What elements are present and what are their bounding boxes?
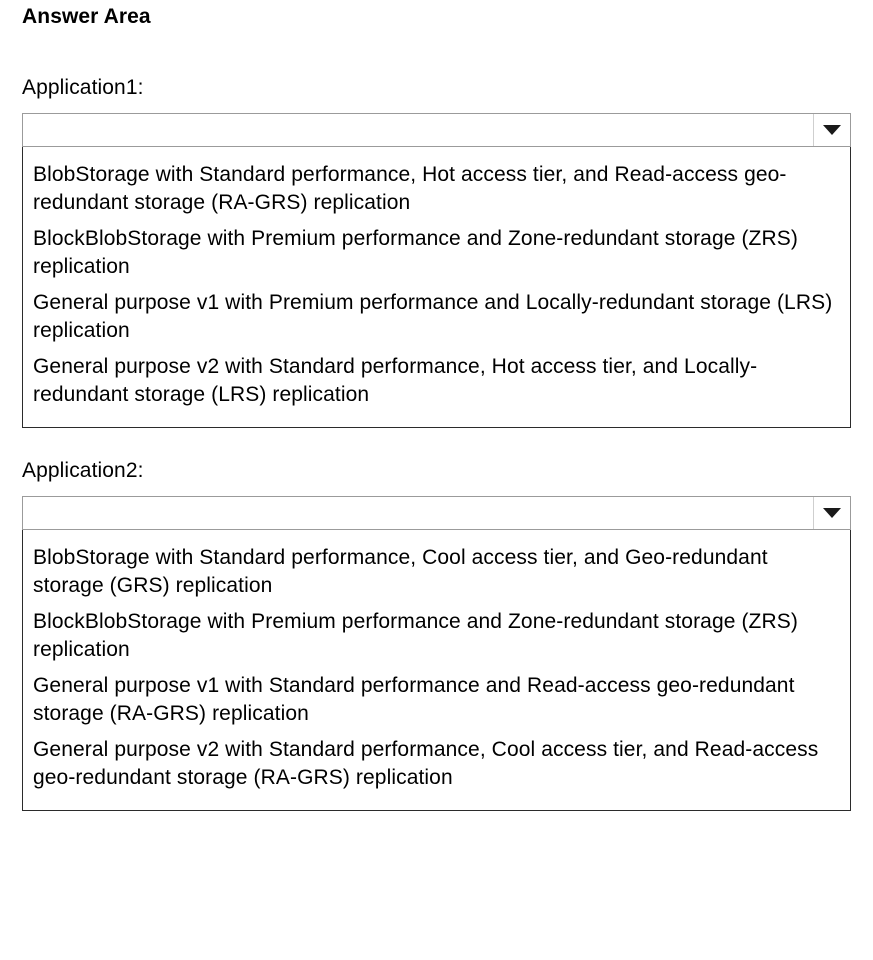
dropdown-application2-options[interactable] bbox=[22, 530, 851, 811]
list-item[interactable]: BlobStorage with Standard performance, Cool access tier, and Geo-redundant storage (GRS) replication bbox=[33, 546, 768, 597]
list-item[interactable]: BlockBlobStorage with Premium performance and Zone-redundant storage (ZRS) replication bbox=[33, 227, 798, 278]
list-item[interactable]: BlobStorage with Standard performance, Hot access tier, and Read-access geo-redundant storage (RA-GRS) replication bbox=[33, 163, 787, 214]
question-block-application1 bbox=[22, 75, 851, 428]
question-block-application2 bbox=[22, 458, 851, 811]
page-title: Answer Area bbox=[22, 5, 151, 28]
chevron-down-icon[interactable] bbox=[813, 114, 850, 146]
dropdown-application2[interactable] bbox=[22, 496, 851, 530]
list-item[interactable]: BlockBlobStorage with Premium performance and Zone-redundant storage (ZRS) replication bbox=[33, 610, 798, 661]
list-item[interactable]: General purpose v1 with Standard performance and Read-access geo-redundant storage (RA-GRS) replication bbox=[33, 674, 795, 725]
field-label-application2: Application2: bbox=[22, 459, 144, 482]
dropdown-application1-options[interactable] bbox=[22, 147, 851, 428]
field-label-application1: Application1: bbox=[22, 76, 144, 99]
dropdown-application1[interactable] bbox=[22, 113, 851, 147]
list-item[interactable]: General purpose v1 with Premium performance and Locally-redundant storage (LRS) replication bbox=[33, 291, 833, 342]
chevron-down-icon[interactable] bbox=[813, 497, 850, 529]
section-spacer bbox=[22, 436, 851, 458]
list-item[interactable]: General purpose v2 with Standard performance, Hot access tier, and Locally-redundant storage (LRS) replication bbox=[33, 355, 758, 406]
list-item[interactable]: General purpose v2 with Standard performance, Cool access tier, and Read-access geo-redundant storage (RA-GRS) replication bbox=[33, 738, 819, 789]
